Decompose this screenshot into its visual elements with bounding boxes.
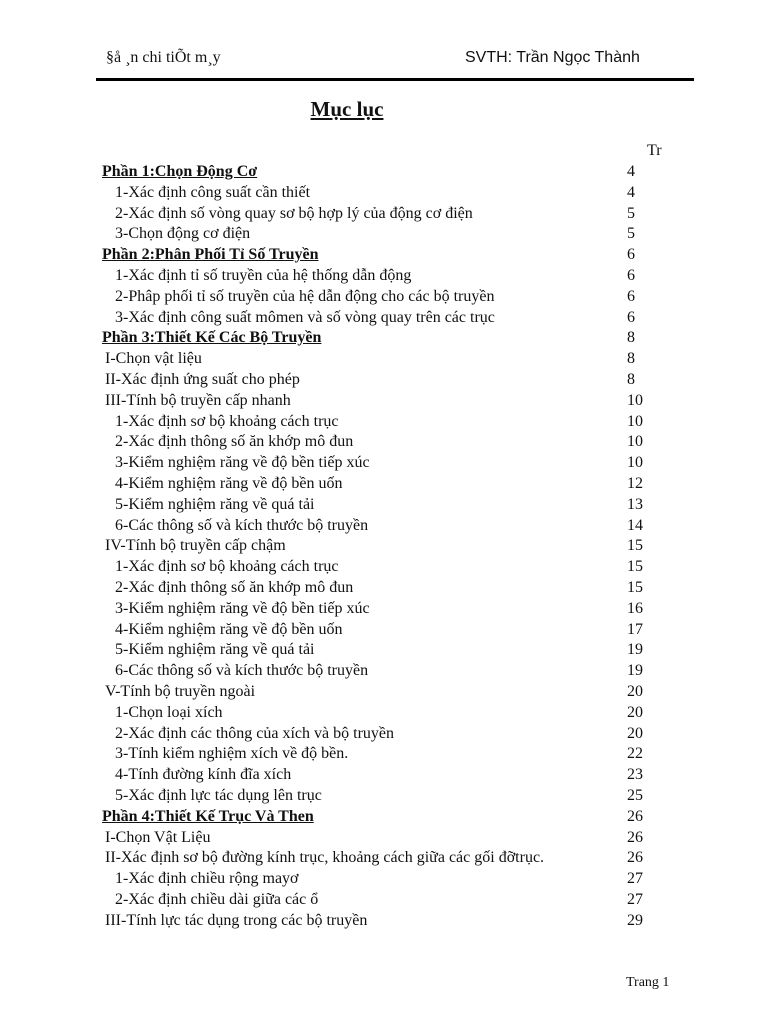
- toc-entry-title: 2-Xác định thông số ăn khớp mô đun: [115, 433, 354, 451]
- toc-entry-title: 1-Xác định công suất cần thiết: [115, 183, 311, 201]
- page-column-label: Tr: [647, 142, 662, 159]
- toc-entry-page: 12: [627, 474, 643, 492]
- toc-entry-title: 1-Xác định sơ bộ khoảng cách trục: [115, 412, 339, 430]
- toc-entry-page: 10: [627, 391, 643, 409]
- toc-part-heading: Phần 1:Chọn Động Cơ: [102, 163, 258, 180]
- toc-part-heading: Phần 2:Phân Phối Tỉ Số Truyền: [102, 246, 319, 264]
- toc-entry: [0, 245, 768, 266]
- toc-entry: [0, 287, 768, 308]
- toc-entry-title: 6-Các thông số và kích thước bộ truyền: [115, 662, 369, 680]
- toc-entry: [0, 224, 768, 245]
- toc-entry-page: 6: [627, 308, 635, 326]
- toc-entry-title: 5-Kiểm nghiệm răng về quá tải: [115, 641, 315, 659]
- toc-entry-title: IV-Tính bộ truyền cấp chậm: [105, 537, 286, 555]
- toc-entry-page: 16: [627, 599, 643, 617]
- toc-entry-page: 13: [627, 495, 643, 513]
- page-title: Mục lục: [310, 97, 384, 121]
- toc-entry-title: 3-Kiểm nghiệm răng về độ bền tiếp xúc: [115, 599, 370, 617]
- toc-entry-page: 25: [627, 786, 643, 804]
- toc-entry-page: 10: [627, 433, 643, 451]
- toc-entry: [0, 453, 768, 474]
- toc-entry: [0, 516, 768, 537]
- header-divider: [96, 78, 694, 81]
- toc-entry-title: 2-Phâp phối tỉ số truyền của hệ dẫn động cho các bộ truyền: [115, 287, 495, 305]
- toc-entry: [0, 807, 768, 828]
- toc-entry-page: 15: [627, 578, 643, 596]
- toc-part-heading: Phần 4:Thiết Kế Trục Và Then: [102, 807, 314, 825]
- toc-entry-title: 1-Xác định chiều rộng mayơ: [115, 870, 299, 888]
- toc-entry-title: 3-Xác định công suất mômen và số vòng quay trên các trục: [115, 308, 495, 326]
- toc-entry-title: 3-Kiểm nghiệm răng về độ bền tiếp xúc: [115, 454, 370, 472]
- toc-entry: [0, 786, 768, 807]
- toc-entry-page: 20: [627, 724, 643, 742]
- toc-entry: [0, 744, 768, 765]
- toc-entry-page: 27: [627, 870, 643, 888]
- toc-entry: [0, 183, 768, 204]
- toc-entry-page: 19: [627, 641, 643, 659]
- toc-entry-title: 4-Tính đường kính đĩa xích: [115, 766, 292, 784]
- toc-entry-page: 20: [627, 703, 643, 721]
- header-student-name: SVTH: Trần Ngọc Thành: [465, 49, 640, 66]
- toc-entry: [0, 765, 768, 786]
- header-course-title: §å ¸n chi tiÕt m¸y: [106, 49, 221, 66]
- toc-entry-page: 23: [627, 766, 643, 784]
- toc-entry-title: V-Tính bộ truyền ngoài: [105, 682, 256, 700]
- toc-entry: [0, 724, 768, 745]
- toc-entry: [0, 869, 768, 890]
- page-footer: Trang 1: [626, 975, 670, 990]
- toc-entry: [0, 162, 768, 183]
- toc-entry: [0, 328, 768, 349]
- toc-entry: [0, 432, 768, 453]
- toc-entry-page: 27: [627, 890, 643, 908]
- toc-entry-title: 2-Xác định các thông của xích và bộ truyền: [115, 724, 395, 742]
- toc-entry-title: 2-Xác định số vòng quay sơ bộ hợp lý của động cơ điện: [115, 204, 473, 222]
- toc-entry-title: II-Xác định ứng suất cho phép: [105, 370, 300, 388]
- toc-entry: [0, 890, 768, 911]
- toc-entry-page: 26: [627, 807, 643, 825]
- toc-entry: [0, 620, 768, 641]
- toc-entry-page: 6: [627, 246, 635, 264]
- toc-entry: [0, 370, 768, 391]
- toc-entry-page: 5: [627, 225, 635, 243]
- toc-entry-page: 6: [627, 287, 635, 305]
- toc-entry: [0, 682, 768, 703]
- toc-entry-title: 1-Xác định tỉ số truyền của hệ thống dẫn động: [115, 266, 412, 284]
- toc-entry-page: 4: [627, 163, 635, 180]
- toc-entry-title: 4-Kiểm nghiệm răng về độ bền uốn: [115, 620, 343, 638]
- toc-entry-title: II-Xác định sơ bộ đường kính trục, khoảng cách giữa các gối đỡtrục.: [105, 849, 545, 867]
- toc-entry-page: 8: [627, 329, 635, 347]
- toc-entry-title: 1-Chọn loại xích: [115, 703, 223, 721]
- table-of-contents: [0, 162, 768, 931]
- toc-entry-page: 8: [627, 350, 635, 368]
- toc-entry-page: 26: [627, 849, 643, 867]
- toc-entry-page: 19: [627, 662, 643, 680]
- toc-entry-title: III-Tính lực tác dụng trong các bộ truyền: [105, 911, 368, 929]
- toc-entry-title: 2-Xác định thông số ăn khớp mô đun: [115, 578, 354, 596]
- toc-entry-page: 6: [627, 266, 635, 284]
- toc-entry-title: 6-Các thông số và kích thước bộ truyền: [115, 516, 369, 534]
- toc-entry-page: 14: [627, 516, 643, 534]
- toc-entry-title: 1-Xác định sơ bộ khoảng cách trục: [115, 558, 339, 576]
- toc-entry-title: 5-Kiểm nghiệm răng về quá tải: [115, 495, 315, 513]
- toc-entry: [0, 308, 768, 329]
- toc-entry-page: 4: [627, 183, 635, 201]
- toc-entry: [0, 204, 768, 225]
- toc-entry: [0, 599, 768, 620]
- toc-entry-title: I-Chọn vật liệu: [105, 350, 202, 368]
- toc-entry: [0, 640, 768, 661]
- toc-entry: [0, 578, 768, 599]
- toc-entry: [0, 391, 768, 412]
- toc-entry: [0, 703, 768, 724]
- toc-entry-page: 17: [627, 620, 643, 638]
- toc-entry: [0, 536, 768, 557]
- toc-entry-page: 15: [627, 558, 643, 576]
- toc-part-heading: Phần 3:Thiết Kế Các Bộ Truyền: [102, 329, 322, 347]
- toc-entry-page: 10: [627, 454, 643, 472]
- toc-entry: [0, 557, 768, 578]
- toc-entry: [0, 412, 768, 433]
- toc-entry-page: 22: [627, 745, 643, 763]
- toc-entry-page: 5: [627, 204, 635, 222]
- toc-entry-title: 2-Xác định chiều dài giữa các ổ: [115, 890, 319, 908]
- toc-entry-title: III-Tính bộ truyền cấp nhanh: [105, 391, 291, 409]
- toc-entry-title: 4-Kiểm nghiệm răng về độ bền uốn: [115, 474, 343, 492]
- toc-entry-title: 5-Xác định lực tác dụng lên trục: [115, 786, 322, 804]
- toc-entry-page: 26: [627, 828, 643, 846]
- toc-entry-title: 3-Chọn động cơ điện: [115, 225, 251, 243]
- toc-entry: [0, 266, 768, 287]
- toc-entry: [0, 495, 768, 516]
- toc-entry: [0, 828, 768, 849]
- toc-entry-page: 8: [627, 370, 635, 388]
- toc-entry-title: 3-Tính kiểm nghiệm xích về độ bền.: [115, 745, 349, 763]
- toc-entry: [0, 848, 768, 869]
- toc-entry-page: 15: [627, 537, 643, 555]
- toc-entry: [0, 349, 768, 370]
- toc-entry: [0, 474, 768, 495]
- toc-entry-page: 29: [627, 911, 643, 929]
- toc-entry: [0, 661, 768, 682]
- toc-entry-title: I-Chọn Vật Liệu: [105, 828, 211, 846]
- toc-entry-page: 20: [627, 682, 643, 700]
- toc-entry: [0, 911, 768, 932]
- toc-entry-page: 10: [627, 412, 643, 430]
